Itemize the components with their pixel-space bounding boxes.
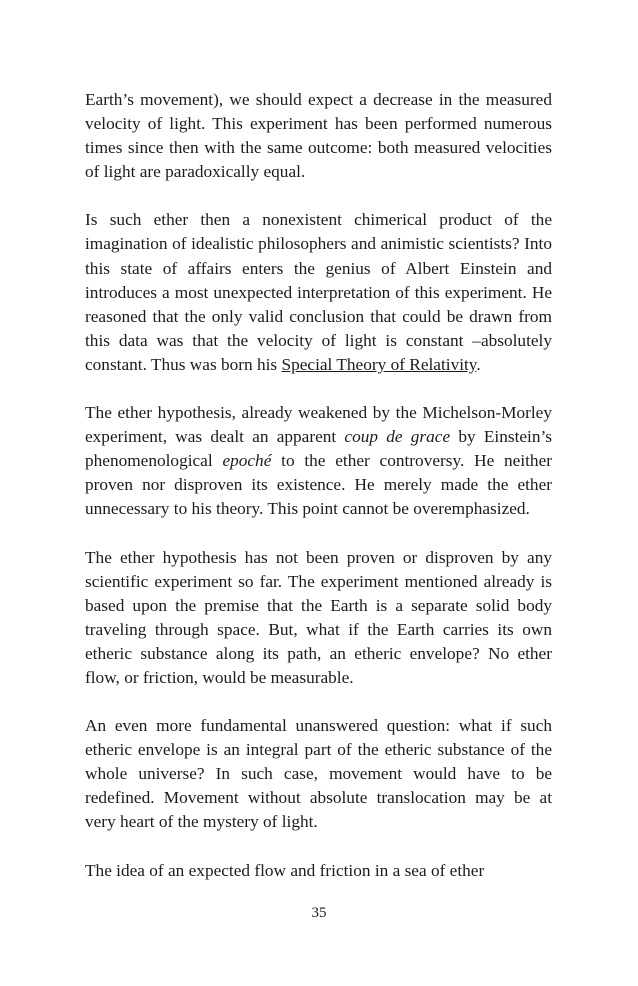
page-body	[85, 88, 552, 883]
page-number: 35	[311, 905, 327, 921]
coup-de-grace-italic: coup de grace	[344, 427, 451, 447]
paragraph-3-middle: by Einstein’s phenomenological	[85, 427, 553, 471]
paragraph-2-end: .	[476, 354, 481, 374]
paragraph-2-text: Is such ether then a nonexistent chimerical product of the imagination of idealistic philosophers and animistic scientists? Into this state of affairs enters the genius of Albert Einstein and introduces a most unexpected interpretation of this experiment. He reasoned that the only valid conclusion that could be drawn from this data was that the velocity of light is constant –absolutely constant. Thus was born his	[85, 210, 552, 374]
paragraph-2	[85, 208, 552, 377]
special-relativity-link[interactable]: Special Theory of Relativity	[281, 354, 477, 374]
paragraph-3-text: The ether hypothesis, already weakened by the Michelson-Morley experiment, was dealt an apparent	[85, 403, 552, 447]
epoche-italic: epoché	[222, 451, 272, 471]
paragraph-4: The ether hypothesis has not been proven or disproven by any scientific experiment so far. The experiment mentioned already is based upon the premise that the Earth is a separate solid body traveling through space. But, what if the Earth carries its own etheric substance along its path, an etheric envelope? No ether flow, or friction, would be measurable.	[85, 547, 552, 687]
paragraph-3	[85, 401, 552, 521]
paragraph-3-end: to the ether controversy. He neither proven nor disproven its existence. He merely made the ether unnecessary to his theory. This point cannot be overemphasized.	[85, 451, 552, 519]
paragraph-5: An even more fundamental unanswered question: what if such etheric envelope is an integral part of the etheric substance of the whole universe? In such case, movement would have to be redefined. Movement without absolute translocation may be at very heart of the mystery of light.	[85, 716, 552, 832]
paragraph-1: Earth’s movement), we should expect a decrease in the measured velocity of light. This experiment has been performed numerous times since then with the same outcome: both measured velocities of light are paradoxically equal.	[85, 90, 552, 182]
paragraph-6: The idea of an expected flow and friction in a sea of ether	[85, 860, 485, 880]
